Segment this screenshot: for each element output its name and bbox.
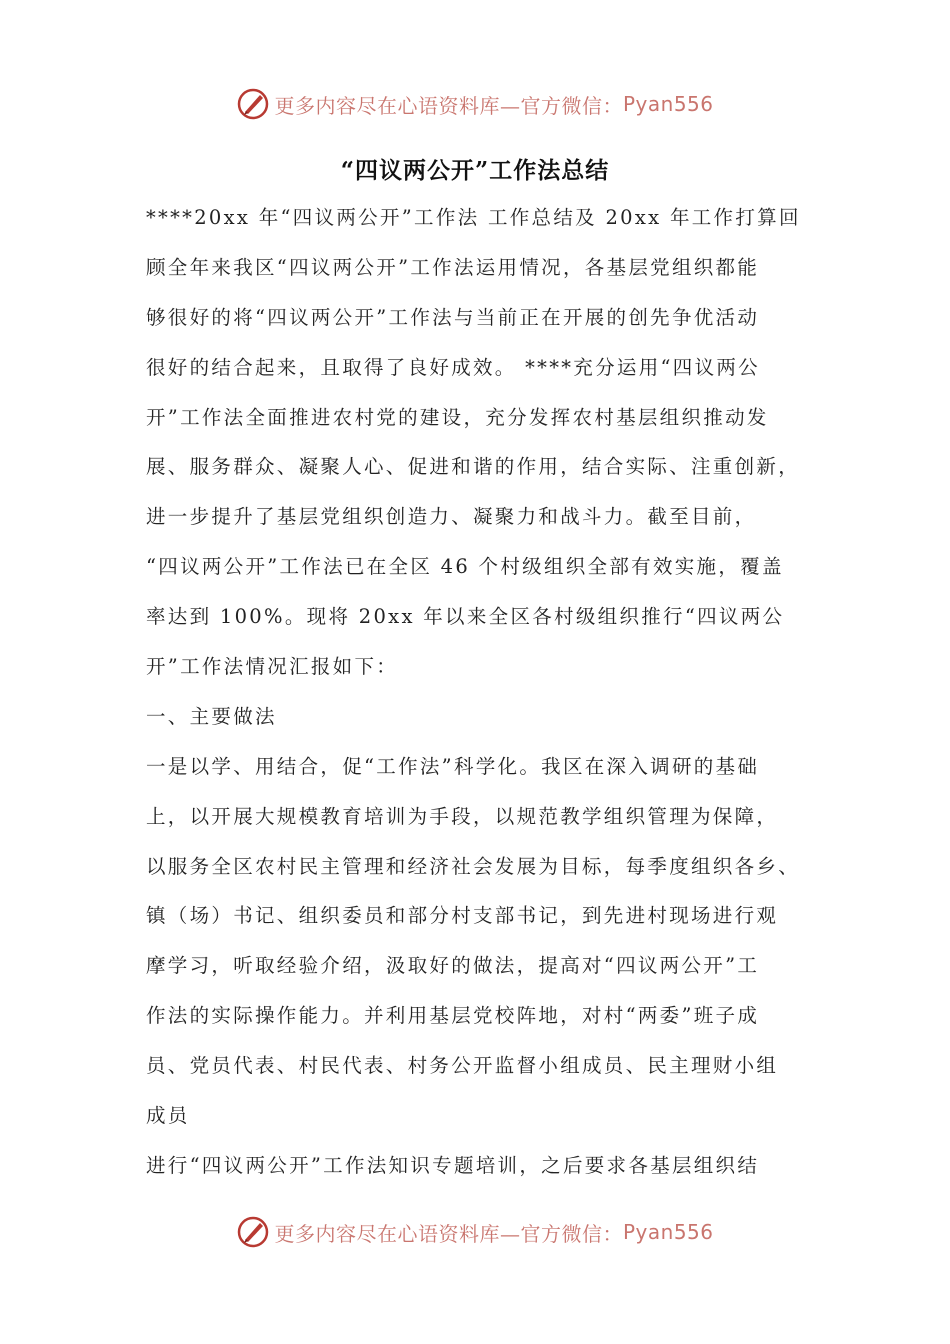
body-line: 展、服务群众、凝聚人心、促进和谐的作用，结合实际、注重创新，	[146, 455, 801, 479]
body-line: ****20xx 年“四议两公开”工作法 工作总结及 20xx 年工作打算回	[146, 206, 801, 229]
pen-circle-logo-icon	[236, 87, 270, 121]
body-line: 顾全年来我区“四议两公开”工作法运用情况，各基层党组织都能	[146, 255, 760, 279]
footer-banner-text: 更多内容尽在心语资料库—官方微信：	[274, 1221, 623, 1246]
body-line: 进行“四议两公开”工作法知识专题培训，之后要求各基层组织结	[146, 1153, 760, 1177]
header-wechat-id: Pyan556	[622, 92, 714, 116]
body-line: 率达到 100%。现将 20xx 年以来全区各村级组织推行“四议两公	[146, 605, 785, 629]
pen-circle-logo-icon	[236, 1215, 270, 1249]
footer-wechat-id: Pyan556	[622, 1220, 714, 1244]
header-banner	[0, 84, 950, 124]
body-line: “四议两公开”工作法已在全区 46 个村级组织全部有效实施，覆盖	[146, 555, 784, 579]
body-line: 开”工作法全面推进农村党的建设，充分发挥农村基层组织推动发	[146, 405, 769, 429]
body-line: 开”工作法情况汇报如下：	[146, 655, 399, 679]
body-line: 很好的结合起来，且取得了良好成效。 ****充分运用“四议两公	[146, 355, 760, 379]
body-line: 摩学习，听取经验介绍，汲取好的做法，提高对“四议两公开”工	[146, 954, 760, 978]
footer-banner	[0, 1212, 950, 1252]
body-line: 以服务全区农村民主管理和经济社会发展为目标，每季度组织各乡、	[146, 854, 801, 878]
header-banner-text: 更多内容尽在心语资料库—官方微信：	[274, 93, 623, 118]
body-line: 成员	[146, 1104, 190, 1128]
body-line: 镇（场）书记、组织委员和部分村支部书记，到先进村现场进行观	[146, 904, 779, 928]
body-line: 够很好的将“四议两公开”工作法与当前正在开展的创先争优活动	[146, 305, 760, 329]
section-heading: 一、主要做法	[146, 704, 277, 728]
document-body	[146, 198, 826, 1196]
body-line: 作法的实际操作能力。并利用基层党校阵地，对村“两委”班子成	[146, 1004, 760, 1028]
body-line: 进一步提升了基层党组织创造力、凝聚力和战斗力。截至目前，	[146, 505, 757, 529]
document-title: “四议两公开”工作法总结	[340, 157, 610, 184]
body-line: 员、党员代表、村民代表、村务公开监督小组成员、民主理财小组	[146, 1054, 779, 1078]
body-line: 一是以学、用结合，促“工作法”科学化。我区在深入调研的基础	[146, 754, 760, 778]
body-line: 上，以开展大规模教育培训为手段，以规范教学组织管理为保障，	[146, 804, 779, 828]
